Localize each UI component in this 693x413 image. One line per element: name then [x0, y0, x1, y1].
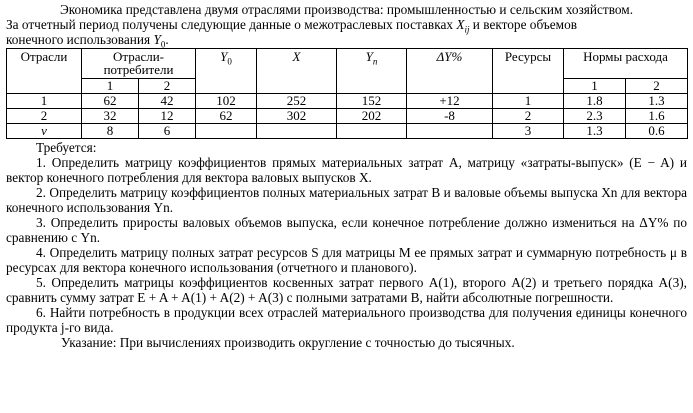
cell-res: 1 — [493, 94, 564, 109]
cell-c1: 8 — [82, 124, 139, 139]
subheader-norm-1: 1 — [564, 79, 626, 94]
cell-c2: 6 — [139, 124, 196, 139]
task-4: 4. Определить матрицу полных затрат ресурсов S для матрицы M ее прямых затрат и суммарную потребность μ в ресурсах для вектора конечного использования (отчетного и планового). — [6, 245, 687, 275]
cell-dy — [407, 124, 493, 139]
cell-sector: 1 — [7, 94, 82, 109]
cell-y0 — [196, 124, 257, 139]
cell-c2: 42 — [139, 94, 196, 109]
header-y0: $Y_0$ — [196, 49, 257, 94]
cell-sector: 2 — [7, 109, 82, 124]
cell-yn: 202 — [337, 109, 407, 124]
cell-res: 3 — [493, 124, 564, 139]
cell-c1: 32 — [82, 109, 139, 124]
cell-y0: 62 — [196, 109, 257, 124]
cell-yn: 152 — [337, 94, 407, 109]
cell-c1: 62 — [82, 94, 139, 109]
cell-n1: 2.3 — [564, 109, 626, 124]
table-row — [7, 109, 688, 124]
task-3: 3. Определить приросты валовых объемов выпуска, если конечное потребление должно измениться на ΔY% по сравнению с Yn. — [6, 215, 687, 245]
cell-dy: +12 — [407, 94, 493, 109]
intro-line-2: За отчетный период получены следующие данные о межотраслевых поставках $X_{ij}$ и векторе объемов — [6, 17, 577, 35]
required-heading: Требуется: — [36, 140, 97, 155]
cell-dy: -8 — [407, 109, 493, 124]
table-row — [7, 94, 688, 109]
subheader-consumer-2: 2 — [139, 79, 196, 94]
header-norms: Нормы расхода — [564, 49, 688, 79]
header-dy: ΔY% — [407, 49, 493, 94]
input-output-table — [6, 48, 688, 139]
cell-res: 2 — [493, 109, 564, 124]
header-resources: Ресурсы — [493, 49, 564, 94]
table-row — [7, 124, 688, 139]
cell-n1: 1.8 — [564, 94, 626, 109]
table-header-row — [7, 49, 688, 79]
cell-x: 252 — [257, 94, 337, 109]
cell-y0: 102 — [196, 94, 257, 109]
task-6: 6. Найти потребность в продукции всех отраслей материального производства для получения единицы конечного продукта j-го вида. — [6, 305, 687, 335]
header-x: X — [257, 49, 337, 94]
header-consumers: Отрасли-потребители — [82, 49, 196, 79]
header-yn: $Y_n$ — [337, 49, 407, 94]
cell-sector: ν — [7, 124, 82, 139]
rounding-note: Указание: При вычислениях производить округление с точностью до тысячных. — [61, 335, 515, 350]
cell-n1: 1.3 — [564, 124, 626, 139]
task-5: 5. Определить матрицы коэффициентов косвенных затрат первого A(1), второго A(2) и третьего порядка A(3), сравнить сумму затрат E + A + A(1) + A(2) + A(3) с полными затратами B, найти абсолютные погрешности. — [6, 275, 687, 305]
cell-c2: 12 — [139, 109, 196, 124]
cell-x — [257, 124, 337, 139]
subheader-norm-2: 2 — [626, 79, 688, 94]
intro-line-3: конечного использования $Y_0$. — [6, 32, 169, 50]
cell-n2: 0.6 — [626, 124, 688, 139]
header-sector: Отрасли — [7, 49, 82, 94]
task-1: 1. Определить матрицу коэффициентов прямых материальных затрат A, матрицу «затраты-выпуск» (E − A) и вектор конечного потребления для вектора валовых выпусков X. — [6, 155, 687, 185]
intro-line-1: Экономика представлена двумя отраслями производства: промышленностью и сельским хозяйством. — [59, 2, 634, 17]
task-2: 2. Определить матрицу коэффициентов полных материальных затрат B и валовые объемы выпуска Xn для вектора конечного использования Yn. — [6, 185, 687, 215]
cell-n2: 1.6 — [626, 109, 688, 124]
cell-n2: 1.3 — [626, 94, 688, 109]
cell-yn — [337, 124, 407, 139]
cell-x: 302 — [257, 109, 337, 124]
subheader-consumer-1: 1 — [82, 79, 139, 94]
